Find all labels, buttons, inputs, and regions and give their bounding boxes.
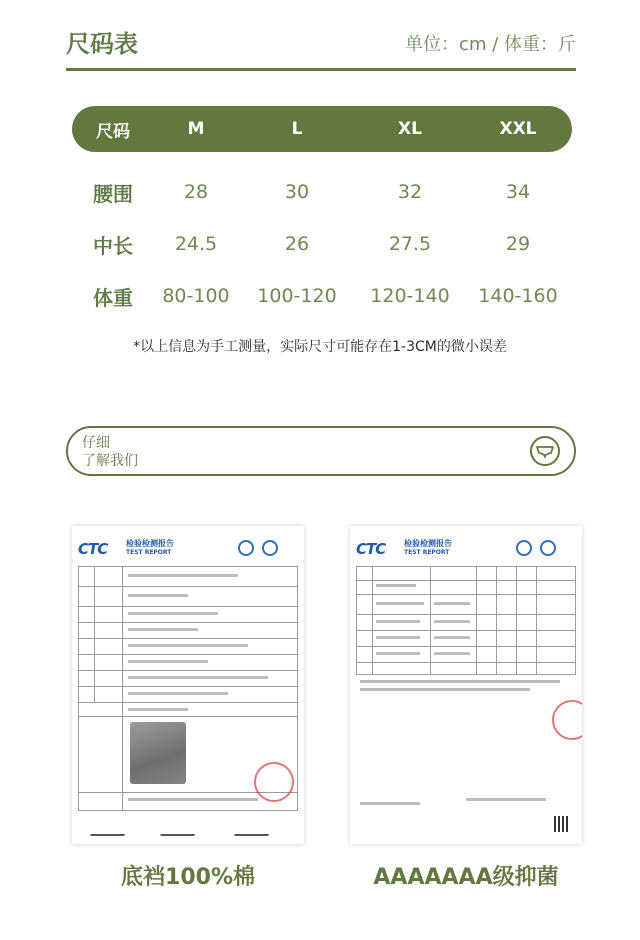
divider: [66, 68, 576, 71]
report-caption: 底裆100%棉: [121, 865, 255, 890]
cnas-icon: [262, 540, 278, 556]
table-row: [72, 270, 572, 322]
report-table: [78, 566, 298, 810]
table-row: [72, 166, 572, 218]
cnas-icon: [540, 540, 556, 556]
table-cell: 120-140: [370, 285, 450, 307]
report-title-en: TEST REPORT: [404, 549, 450, 556]
report-table: [356, 566, 576, 810]
learn-more-button[interactable]: [66, 426, 576, 476]
qr-code-icon: [554, 816, 570, 832]
table-cell: 32: [397, 181, 423, 203]
report-caption: AAAAAAA级抑菌: [373, 865, 559, 890]
red-seal: [552, 700, 582, 740]
table-cell: 28: [183, 181, 209, 203]
table-cell: 24.5: [174, 233, 218, 255]
table-cell: 140-160: [478, 285, 558, 307]
table-cell: 27.5: [388, 233, 432, 255]
ctc-logo: CTC: [356, 540, 386, 558]
header-cell: XXL: [499, 119, 537, 139]
table-cell: 30: [284, 181, 310, 203]
header-cell: 尺码: [96, 121, 130, 142]
ctc-logo: CTC: [78, 540, 108, 558]
certification-icon: [238, 540, 254, 556]
test-report-image: [72, 526, 304, 844]
red-seal: [254, 762, 294, 802]
size-table-header: [72, 106, 572, 152]
table-row: [72, 218, 572, 270]
row-label: 体重: [93, 285, 133, 310]
learn-more-line2: 了解我们: [82, 453, 138, 469]
test-report-image: [350, 526, 582, 844]
header-cell: M: [187, 119, 205, 139]
report-title-cn: 检验检测报告: [404, 539, 452, 548]
row-label: 中长: [93, 233, 133, 258]
fabric-sample-photo: [130, 722, 186, 784]
underwear-icon: [530, 436, 560, 466]
table-cell: 34: [505, 181, 531, 203]
learn-more-label: [82, 434, 138, 470]
report-title-en: TEST REPORT: [126, 549, 172, 556]
table-cell: 26: [284, 233, 310, 255]
page-title: 尺码表: [66, 30, 138, 58]
header-cell: XL: [398, 119, 422, 139]
table-cell: 29: [505, 233, 531, 255]
table-cell: 80-100: [162, 285, 230, 307]
header-cell: L: [291, 119, 303, 139]
table-cell: 100-120: [257, 285, 337, 307]
unit-label: 单位：cm / 体重：斤: [405, 34, 576, 55]
row-label: 腰围: [93, 181, 133, 206]
report-title-cn: 检验检测报告: [126, 539, 174, 548]
size-table: [72, 106, 572, 322]
certification-icon: [516, 540, 532, 556]
measurement-note: *以上信息为手工测量，实际尺寸可能存在1-3CM的微小误差: [133, 339, 507, 355]
learn-more-line1: 仔细: [82, 435, 110, 451]
